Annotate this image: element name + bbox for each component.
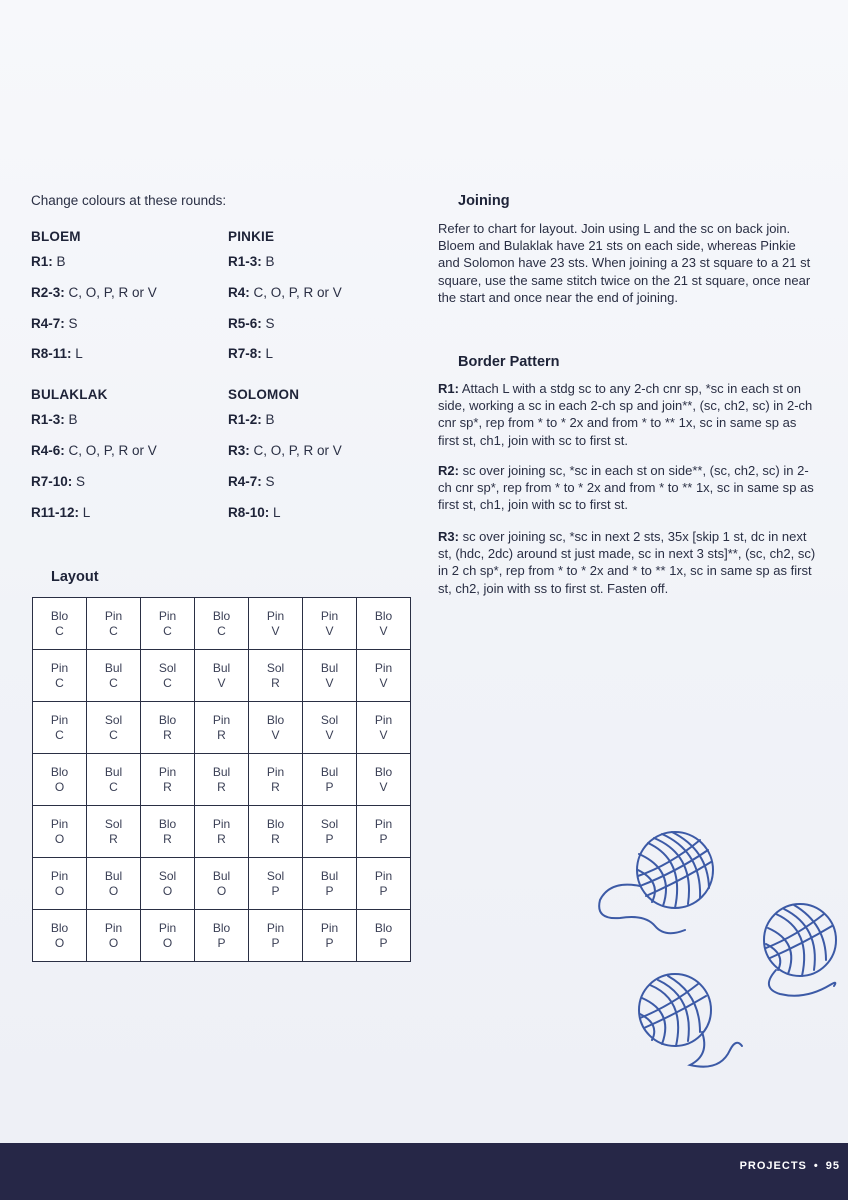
cell-colour: R [109,831,118,846]
cell-colour: C [163,623,172,638]
grid-cell [249,650,303,702]
grid-row [33,910,411,962]
round-row: R2-3: C, O, P, R or V [31,285,157,300]
cell-colour: O [162,935,173,950]
cell-square: Sol [320,712,339,727]
cell-colour: P [271,935,280,950]
cell-square: Pin [50,816,69,831]
grid-cell [249,754,303,806]
cell-colour: V [379,623,388,638]
grid-cell [195,754,249,806]
grid-cell [141,650,195,702]
cell-square: Bul [212,868,231,883]
cell-colour: V [271,623,280,638]
cell-square: Blo [266,712,285,727]
square-name: BULAKLAK [31,387,108,402]
cell-colour: C [55,727,64,742]
cell-square: Blo [50,608,69,623]
grid-cell [303,754,357,806]
round-text: Attach L with a stdg sc to any 2-ch cnr sp, *sc in each st on side, working a sc in each 2-ch sp and join**, (sc, ch2, sc) in 2-ch cnr sp*, rep from * to * 2x and from * to ** 1x, sc in same sp as first st, ch1, join with sc to first st. [438,381,813,448]
grid-row [33,650,411,702]
grid-cell [357,806,411,858]
cell-colour: V [379,779,388,794]
cell-colour: R [271,779,280,794]
cell-colour: P [325,883,334,898]
cell-square: Sol [158,660,177,675]
grid-row [33,754,411,806]
round-label: R3: [438,529,459,544]
square-solomon [228,387,418,520]
grid-cell [33,650,87,702]
cell-colour: P [379,935,388,950]
grid-cell [33,702,87,754]
round-row: R4-6: C, O, P, R or V [31,443,157,458]
cell-colour: O [54,935,65,950]
grid-cell [141,910,195,962]
grid-cell [303,598,357,650]
cell-square: Bul [320,660,339,675]
grid-cell [33,598,87,650]
cell-colour: P [379,831,388,846]
round-row: R1: B [31,254,66,269]
cell-colour: V [271,727,280,742]
grid-row [33,858,411,910]
cell-square: Pin [104,608,123,623]
grid-cell [33,806,87,858]
cell-square: Bul [104,660,123,675]
grid-cell [303,702,357,754]
footer-section: PROJECTS [739,1160,807,1172]
cell-square: Sol [158,868,177,883]
square-name: SOLOMON [228,387,300,402]
cell-colour: O [54,883,65,898]
cell-colour: V [379,727,388,742]
cell-colour: O [216,883,227,898]
grid-cell [303,806,357,858]
layout-grid [32,597,411,962]
cell-colour: V [325,623,334,638]
cell-colour: O [108,883,119,898]
cell-colour: P [325,935,334,950]
border-round-3 [438,528,816,597]
square-pinkie [228,229,418,361]
grid-row [33,598,411,650]
grid-row [33,806,411,858]
grid-cell [249,702,303,754]
cell-colour: C [55,623,64,638]
cell-square: Pin [212,712,231,727]
cell-square: Sol [104,816,123,831]
grid-cell [195,650,249,702]
cell-colour: P [379,883,388,898]
cell-square: Sol [320,816,339,831]
round-label: R2: [438,463,459,478]
yarn-ball-icon [590,810,840,1080]
cell-square: Blo [50,764,69,779]
cell-colour: C [109,727,118,742]
cell-square: Bul [104,764,123,779]
grid-cell [141,806,195,858]
cell-colour: V [325,675,334,690]
round-row: R1-3: B [31,412,78,427]
grid-cell [33,910,87,962]
cell-square: Sol [266,868,285,883]
grid-cell [357,858,411,910]
grid-cell [33,858,87,910]
grid-cell [87,806,141,858]
round-label: R1: [438,381,459,396]
cell-colour: C [109,675,118,690]
grid-cell [357,754,411,806]
grid-cell [357,650,411,702]
grid-cell [249,910,303,962]
cell-square: Bul [212,764,231,779]
cell-square: Blo [50,920,69,935]
grid-cell [87,910,141,962]
grid-cell [87,858,141,910]
cell-square: Blo [212,608,231,623]
cell-colour: R [163,779,172,794]
cell-colour: R [271,675,280,690]
cell-colour: C [109,623,118,638]
cell-square: Bul [212,660,231,675]
footer-separator: • [813,1160,819,1172]
square-name: PINKIE [228,229,275,244]
cell-square: Pin [50,868,69,883]
round-row: R7-8: L [228,346,274,361]
grid-cell [249,598,303,650]
cell-square: Blo [374,764,393,779]
cell-square: Pin [104,920,123,935]
grid-cell [357,598,411,650]
footer-label [740,1160,840,1172]
cell-square: Pin [158,920,177,935]
joining-heading: Joining [458,193,510,209]
grid-cell [357,702,411,754]
cell-colour: R [217,727,226,742]
cell-colour: C [55,675,64,690]
cell-square: Pin [158,608,177,623]
cell-square: Bul [104,868,123,883]
cell-square: Bul [320,764,339,779]
round-row: R4-7: S [228,474,275,489]
cell-square: Blo [158,712,177,727]
cell-square: Pin [266,608,285,623]
grid-cell [249,806,303,858]
round-row: R1-3: B [228,254,275,269]
cell-colour: V [325,727,334,742]
grid-cell [303,650,357,702]
grid-cell [303,910,357,962]
cell-square: Pin [374,660,393,675]
cell-colour: O [162,883,173,898]
round-row: R3: C, O, P, R or V [228,443,342,458]
round-row: R1-2: B [228,412,275,427]
cell-square: Blo [374,920,393,935]
cell-colour: P [271,883,280,898]
round-row: R7-10: S [31,474,86,489]
intro-text: Change colours at these rounds: [31,193,227,208]
cell-colour: R [163,831,172,846]
cell-square: Blo [158,816,177,831]
round-row: R4: C, O, P, R or V [228,285,342,300]
cell-square: Pin [374,868,393,883]
cell-colour: C [109,779,118,794]
grid-cell [87,702,141,754]
grid-cell [141,858,195,910]
cell-square: Blo [266,816,285,831]
grid-cell [141,754,195,806]
cell-square: Sol [104,712,123,727]
grid-cell [195,910,249,962]
cell-colour: P [325,779,334,794]
cell-square: Pin [158,764,177,779]
footer-bar [0,1143,848,1200]
joining-text: Refer to chart for layout. Join using L and the sc on back join. Bloem and Bulaklak have 21 sts on each side, whereas Pinkie and Solomon have 23 sts. When joining a 23 st square to a 21 st square, use the same stitch twice on the 21 st square, once near the start and once near the end of joining. [438,221,811,305]
page-number: 95 [825,1160,840,1172]
cell-colour: C [217,623,226,638]
grid-cell [357,910,411,962]
square-bloem [31,229,221,361]
grid-cell [195,598,249,650]
round-row: R8-10: L [228,505,281,520]
layout-title: Layout [51,569,99,585]
cell-square: Pin [320,608,339,623]
cell-colour: O [108,935,119,950]
grid-cell [249,858,303,910]
square-name: BLOEM [31,229,81,244]
cell-square: Blo [212,920,231,935]
cell-colour: P [325,831,334,846]
cell-colour: R [163,727,172,742]
grid-cell [87,754,141,806]
grid-cell [195,806,249,858]
grid-row [33,702,411,754]
cell-square: Pin [50,660,69,675]
cell-colour: R [217,779,226,794]
cell-colour: C [163,675,172,690]
cell-square: Pin [266,764,285,779]
round-row: R11-12: L [31,505,91,520]
cell-colour: V [217,675,226,690]
border-round-1 [438,380,816,449]
cell-square: Pin [266,920,285,935]
cell-square: Pin [320,920,339,935]
cell-colour: O [54,779,65,794]
cell-colour: V [379,675,388,690]
square-bulaklak [31,387,221,520]
border-round-2 [438,462,816,514]
cell-colour: R [271,831,280,846]
round-row: R4-7: S [31,316,78,331]
cell-colour: R [217,831,226,846]
grid-cell [87,598,141,650]
grid-cell [195,702,249,754]
cell-colour: O [54,831,65,846]
grid-cell [141,598,195,650]
grid-cell [33,754,87,806]
cell-square: Pin [374,712,393,727]
round-row: R8-11: L [31,346,83,361]
cell-square: Pin [374,816,393,831]
cell-colour: P [217,935,226,950]
round-text: sc over joining sc, *sc in next 2 sts, 35x [skip 1 st, dc in next st, (hdc, 2dc) around st just made, sc in next 3 sts]**, (sc, ch2, sc) in 2 ch sp*, rep from * to * 2x and * to ** 1x, sc in same sp as first st, ch2, join with ss to first st. Fasten off. [438,529,816,596]
cell-square: Pin [50,712,69,727]
cell-square: Blo [374,608,393,623]
grid-cell [87,650,141,702]
cell-square: Bul [320,868,339,883]
grid-cell [195,858,249,910]
round-row: R5-6: S [228,316,275,331]
round-text: sc over joining sc, *sc in each st on side**, (sc, ch2, sc) in 2-ch cnr sp*, rep from * to * 2x and from * to ** 1x, sc in same sp as first st, ch1, join with sc to first st. [438,463,814,513]
grid-cell [303,858,357,910]
border-heading: Border Pattern [458,354,560,370]
cell-square: Sol [266,660,285,675]
cell-square: Pin [212,816,231,831]
grid-cell [141,702,195,754]
